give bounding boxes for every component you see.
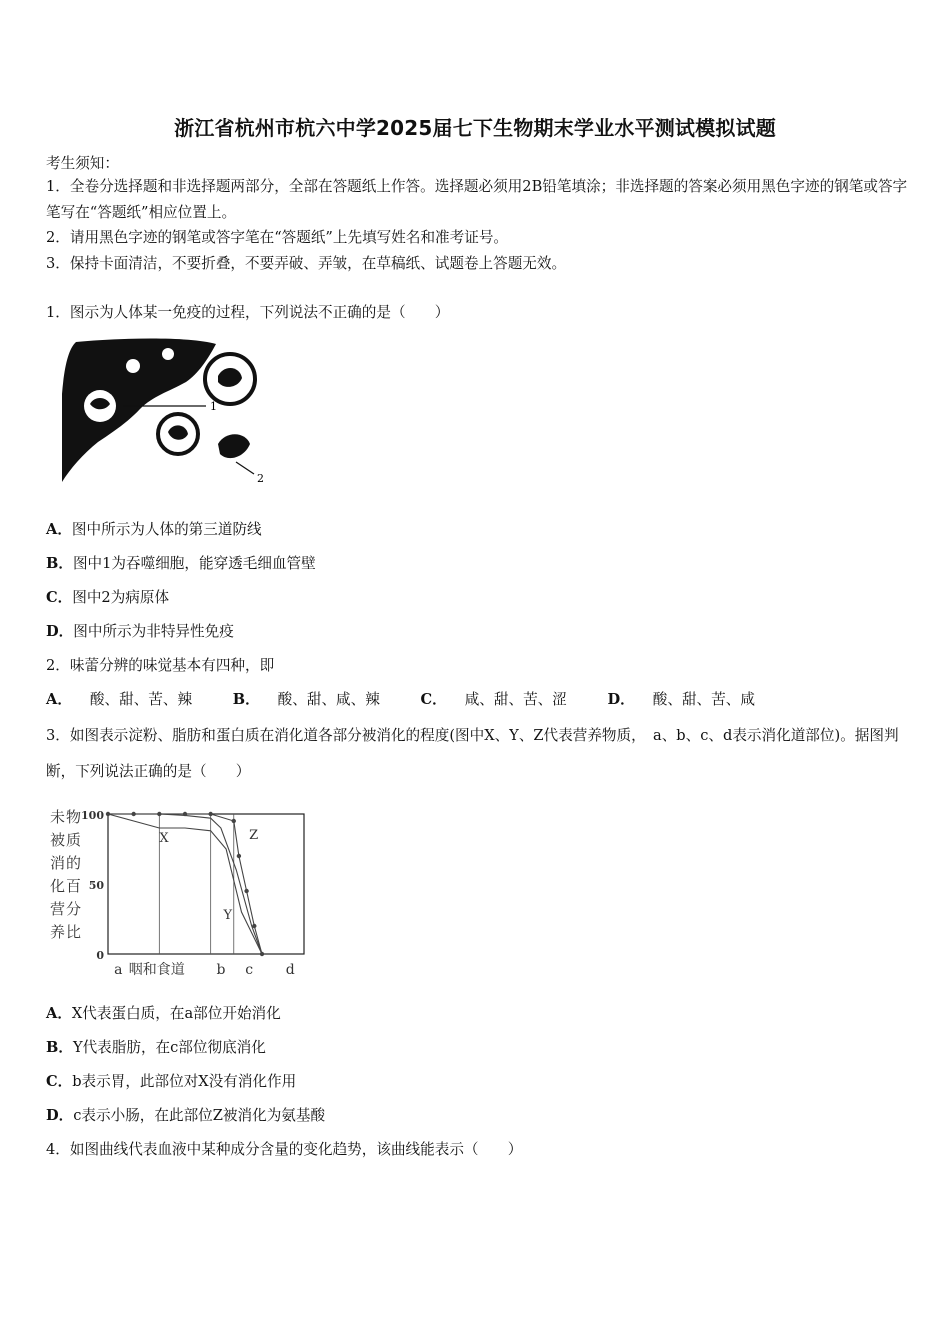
q3-stem: 3．如图表示淀粉、脂肪和蛋白质在消化道各部分被消化的程度(图中X、Y、Z代表营养物质， a、b、c、d表示消化道部位)。据图判断，下列说法正确的是（ ） <box>46 727 899 780</box>
q1-option-c <box>46 586 169 607</box>
notice-item: 2．请用黑色字迹的钢笔或答字笔在“答题纸”上先填写姓名和准考证号。 <box>46 229 509 246</box>
y-axis-label-char: 化 <box>50 877 66 895</box>
option-text: Y代表脂肪，在c部位彻底消化 <box>72 1039 266 1056</box>
y-tick-label: 0 <box>96 949 104 962</box>
q3-option-b <box>46 1036 266 1057</box>
data-point-Z <box>131 812 135 816</box>
option-text: 酸、甜、咸、辣 <box>277 691 380 708</box>
q1-option-d <box>46 620 234 641</box>
option-letter: C． <box>420 691 447 708</box>
data-point-Z <box>157 812 161 816</box>
x-tick-label: b <box>216 962 226 978</box>
data-point-Z <box>208 812 212 816</box>
option-letter: B． <box>46 555 73 572</box>
y-axis-label-char: 未 <box>50 808 66 826</box>
y-axis-label-char: 比 <box>66 923 82 941</box>
y-axis-label-char: 质 <box>66 831 82 849</box>
option-text: 酸、甜、苦、辣 <box>89 691 193 708</box>
series-line-X <box>108 814 262 954</box>
page-title: 浙江省杭州市杭六中学2025届七下生物期末学业水平测试模拟试题 <box>174 116 776 140</box>
option-letter: A． <box>46 521 72 538</box>
q1-option-b <box>46 552 316 573</box>
option-letter: B． <box>232 691 260 708</box>
x-tick-label: a <box>114 962 123 978</box>
y-axis-label-char: 被 <box>50 831 66 849</box>
option-text: b表示胃，此部位对X没有消化作用 <box>72 1073 297 1090</box>
data-point-Z <box>183 812 187 816</box>
curve-label-X: X <box>159 831 169 846</box>
figure-label-1: 1 <box>210 400 217 413</box>
series-line-Y <box>108 814 262 954</box>
data-point-Z <box>244 889 248 893</box>
option-letter: D． <box>46 1107 74 1124</box>
y-axis-label-char: 百 <box>66 877 82 895</box>
data-point-Z <box>106 812 110 816</box>
data-point-Z <box>237 854 241 858</box>
notice-heading: 考生须知： <box>46 155 119 172</box>
curve-label-Y: Y <box>223 908 233 923</box>
option-text: 图中所示为人体的第三道防线 <box>71 521 262 538</box>
option-text: 咸、甜、苦、涩 <box>464 691 567 708</box>
q1-stem: 1．图示为人体某一免疫的过程，下列说法不正确的是（ ） <box>46 304 450 321</box>
curve-label-Z: Z <box>249 828 259 844</box>
x-tick-label: c <box>245 962 254 978</box>
y-tick-label: 50 <box>88 879 104 892</box>
data-point-Z <box>260 952 264 956</box>
option-text: 酸、甜、苦、咸 <box>652 691 755 708</box>
y-axis-label-char: 养 <box>50 923 66 941</box>
option-letter: A． <box>46 1005 72 1022</box>
y-axis-label-char: 营 <box>50 900 66 918</box>
x-tick-label: d <box>285 962 295 978</box>
q1-option-a <box>46 518 262 539</box>
option-letter: B． <box>46 1039 73 1056</box>
q4-stem: 4．如图曲线代表血液中某种成分含量的变化趋势，该曲线能表示（ ） <box>46 1141 523 1158</box>
y-axis-label-char: 的 <box>66 854 82 872</box>
figure-label-2: 2 <box>257 472 264 485</box>
digestion-chart <box>46 800 311 980</box>
q3-option-a <box>46 1002 281 1023</box>
option-text: 图中2为病原体 <box>72 589 170 606</box>
y-axis-label-char: 分 <box>66 900 82 918</box>
y-axis-label-char: 消 <box>50 854 66 872</box>
option-text: X代表蛋白质，在a部位开始消化 <box>71 1005 281 1022</box>
option-letter: D． <box>607 691 635 708</box>
option-text: 图中所示为非特异性免疫 <box>73 623 234 640</box>
option-letter: C． <box>46 1073 73 1090</box>
x-tick-label: 咽和食道 <box>128 962 185 978</box>
option-text: 图中1为吞噬细胞，能穿透毛细血管壁 <box>72 555 316 572</box>
immune-process-figure <box>58 334 273 489</box>
plot-frame <box>108 814 304 954</box>
y-axis-label-char: 物 <box>66 808 82 826</box>
q3-option-c <box>46 1070 296 1091</box>
notice-item: 1．全卷分选择题和非选择题两部分，全部在答题纸上作答。选择题必须用2B铅笔填涂；非选择题的答案必须用黑色字迹的钢笔或答字笔写在“答题纸”相应位置上。 <box>46 178 908 221</box>
notice-item: 3．保持卡面清洁，不要折叠，不要弄破、弄皱，在草稿纸、试题卷上答题无效。 <box>46 255 567 272</box>
data-point-Z <box>252 924 256 928</box>
option-letter: A． <box>46 691 72 708</box>
option-letter: D． <box>46 623 74 640</box>
series-line-Z <box>108 814 262 954</box>
q2-stem: 2．味蕾分辨的味觉基本有四种，即 <box>46 657 275 674</box>
option-text: c表示小肠，在此部位Z被消化为氨基酸 <box>73 1107 326 1124</box>
data-point-Z <box>232 819 236 823</box>
q2-options <box>46 688 791 709</box>
q3-option-d <box>46 1104 325 1125</box>
option-letter: C． <box>46 589 73 606</box>
y-tick-label: 100 <box>81 809 104 822</box>
